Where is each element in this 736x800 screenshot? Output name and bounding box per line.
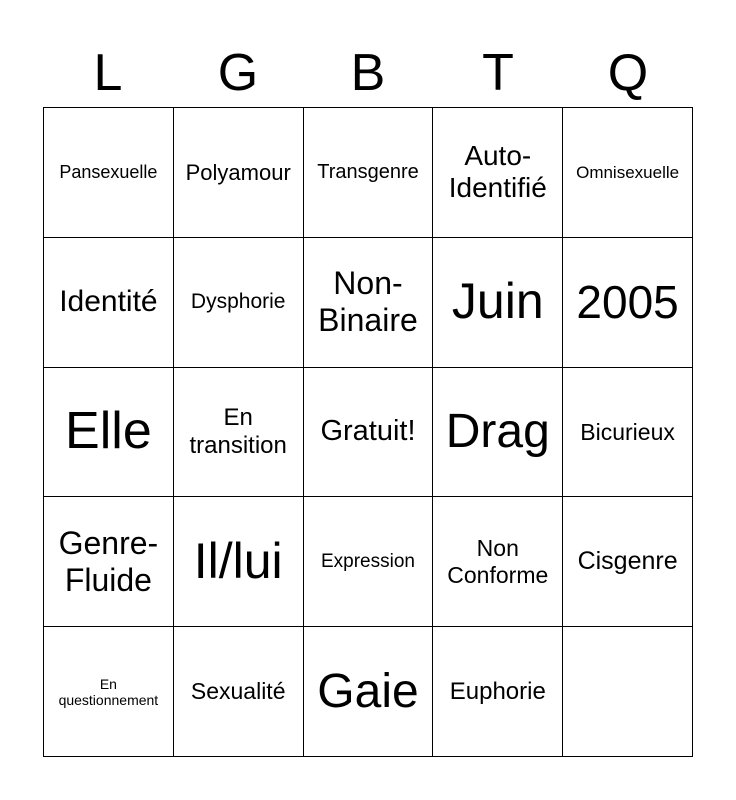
cell-label: Non Conforme xyxy=(447,535,549,588)
header-letter-q: Q xyxy=(607,44,649,102)
bingo-cell[interactable] xyxy=(304,238,434,368)
bingo-board xyxy=(43,107,693,757)
bingo-cell-empty[interactable] xyxy=(563,627,693,757)
bingo-cell[interactable] xyxy=(44,108,174,238)
header-letter-l: L xyxy=(93,44,123,102)
bingo-cell[interactable] xyxy=(44,238,174,368)
bingo-cell[interactable] xyxy=(304,497,434,627)
cell-label: Gaie xyxy=(317,665,419,718)
cell-label: Genre-Fluide xyxy=(58,524,159,598)
bingo-cell[interactable] xyxy=(563,497,693,627)
bingo-cell[interactable] xyxy=(44,368,174,498)
bingo-cell[interactable] xyxy=(563,108,693,238)
bingo-cell[interactable] xyxy=(44,627,174,757)
bingo-cell[interactable] xyxy=(433,627,563,757)
cell-label: 2005 xyxy=(576,275,679,328)
bingo-cell[interactable] xyxy=(174,108,304,238)
cell-label: Il/lui xyxy=(193,533,283,590)
bingo-cell[interactable] xyxy=(174,238,304,368)
bingo-cell[interactable] xyxy=(174,497,304,627)
bingo-cell[interactable] xyxy=(563,368,693,498)
cell-label: Elle xyxy=(65,402,152,461)
header-letter-g: G xyxy=(217,44,259,102)
cell-label: Cisgenre xyxy=(577,547,678,576)
bingo-cell[interactable] xyxy=(433,497,563,627)
cell-label: Gratuit! xyxy=(320,415,416,448)
header-letter-b: B xyxy=(350,44,386,102)
bingo-cell[interactable] xyxy=(174,368,304,498)
cell-label: Juin xyxy=(451,273,544,330)
cell-label: En transition xyxy=(189,404,287,459)
bingo-cell[interactable] xyxy=(174,627,304,757)
cell-label: Auto-Identifié xyxy=(448,140,547,204)
cell-label: Omnisexuelle xyxy=(576,162,680,182)
cell-label: Polyamour xyxy=(185,159,291,185)
bingo-cell[interactable] xyxy=(433,368,563,498)
cell-label: En questionnement xyxy=(58,675,159,708)
cell-label: Identité xyxy=(59,284,158,318)
bingo-cell[interactable] xyxy=(304,627,434,757)
cell-label: Drag xyxy=(445,405,550,459)
cell-label: Non-Binaire xyxy=(318,265,418,339)
cell-label: Expression xyxy=(320,550,415,572)
cell-label: Bicurieux xyxy=(580,418,675,445)
bingo-header xyxy=(43,40,693,106)
bingo-cell[interactable] xyxy=(304,368,434,498)
cell-label: Euphorie xyxy=(449,677,546,705)
cell-label: Transgenre xyxy=(317,160,419,183)
bingo-cell[interactable] xyxy=(304,108,434,238)
cell-label: Pansexuelle xyxy=(59,162,158,183)
cell-label: Dysphorie xyxy=(190,290,286,314)
bingo-cell[interactable] xyxy=(44,497,174,627)
header-letter-t: T xyxy=(482,44,514,102)
bingo-cell[interactable] xyxy=(433,238,563,368)
cell-label: Sexualité xyxy=(190,678,286,705)
bingo-cell[interactable] xyxy=(433,108,563,238)
bingo-cell[interactable] xyxy=(563,238,693,368)
